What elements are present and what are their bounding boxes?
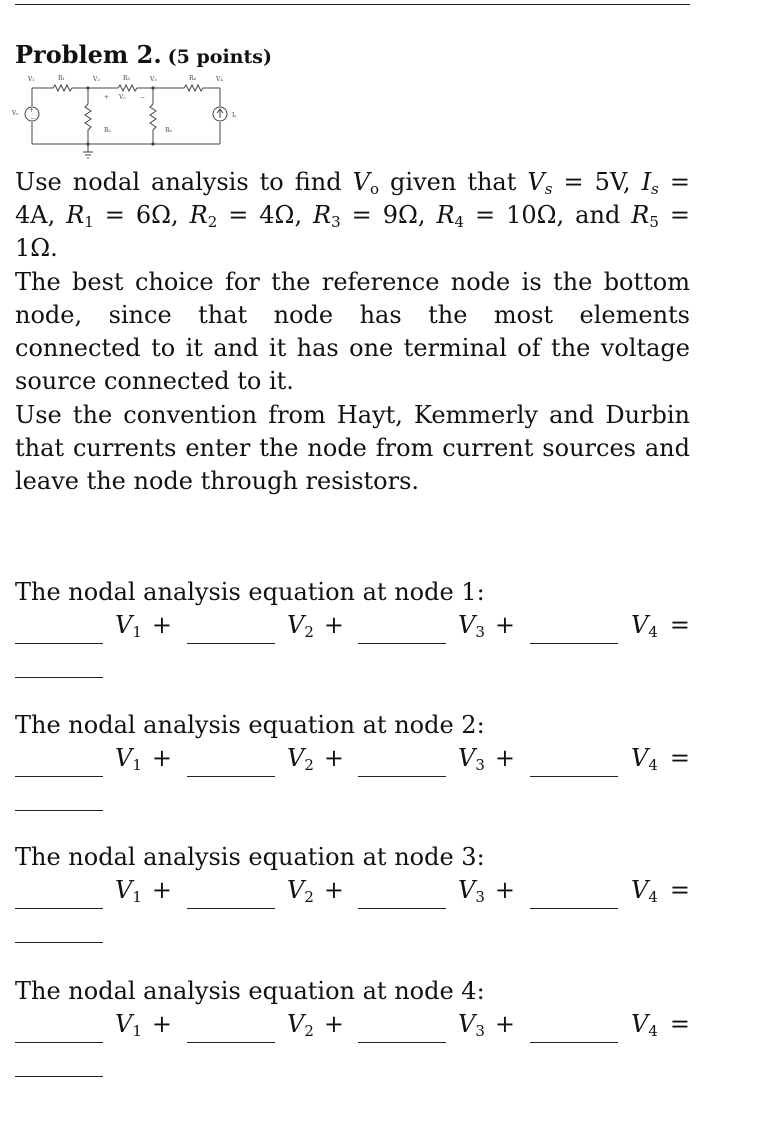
variable-term: $V_4$ = bbox=[631, 611, 690, 641]
variable-term: $V_1$ + bbox=[115, 611, 172, 641]
coefficient-blank[interactable] bbox=[530, 643, 618, 644]
variable-term: $V_2$ + bbox=[287, 876, 344, 906]
givens-given-that: given that bbox=[390, 168, 517, 196]
given-r2: $R_2 = 4\Omega$, bbox=[189, 201, 303, 231]
rhs-blank[interactable] bbox=[15, 810, 103, 811]
label-vs: Vₛ bbox=[12, 110, 19, 117]
node-4-equation-title: The nodal analysis equation at node 4: bbox=[15, 977, 485, 1005]
coefficient-blank[interactable] bbox=[530, 776, 618, 777]
rhs-blank[interactable] bbox=[15, 677, 103, 678]
variable-term: $V_1$ + bbox=[115, 744, 172, 774]
node-3-equation-title: The nodal analysis equation at node 3: bbox=[15, 843, 485, 871]
coefficient-blank[interactable] bbox=[358, 776, 446, 777]
coefficient-blank[interactable] bbox=[15, 643, 103, 644]
node-3-equation-row bbox=[15, 876, 690, 910]
resistor-r2 bbox=[85, 104, 91, 144]
coefficient-blank[interactable] bbox=[15, 1042, 103, 1043]
coefficient-blank[interactable] bbox=[187, 643, 275, 644]
problem-heading bbox=[15, 40, 272, 69]
convention-paragraph: Use the convention from Hayt, Kemmerly and Durbin that currents enter the node from current sources and leave the node through resistors. bbox=[15, 401, 690, 495]
given-r4: $R_4 = 10\Omega$, bbox=[436, 201, 565, 231]
coefficient-blank[interactable] bbox=[187, 908, 275, 909]
problem-points: (5 points) bbox=[167, 46, 272, 68]
coefficient-blank[interactable] bbox=[358, 908, 446, 909]
resistor-r5 bbox=[150, 104, 156, 144]
label-vo: Vₒ bbox=[119, 94, 126, 101]
given-vs: $V_s = 5V$, bbox=[527, 168, 631, 198]
node-label-v2: V₂ bbox=[93, 76, 100, 83]
variable-term: $V_4$ = bbox=[631, 1010, 690, 1040]
coefficient-blank[interactable] bbox=[358, 643, 446, 644]
given-r1: $R_1 = 6\Omega$, bbox=[66, 201, 179, 231]
var-vo: $V_o$ bbox=[352, 168, 380, 198]
label-r3: R₃ bbox=[123, 75, 130, 82]
polarity-minus: − bbox=[140, 94, 146, 101]
variable-term: $V_2$ + bbox=[287, 1010, 344, 1040]
coefficient-blank[interactable] bbox=[530, 1042, 618, 1043]
resistor-r4 bbox=[153, 85, 220, 91]
givens-and: and bbox=[575, 201, 621, 229]
givens-intro: Use nodal analysis to find bbox=[15, 168, 342, 196]
node-label-v3: V₃ bbox=[150, 76, 157, 83]
variable-term: $V_3$ + bbox=[458, 611, 515, 641]
givens-paragraph bbox=[15, 166, 690, 265]
problem-title: Problem 2. bbox=[15, 40, 162, 69]
variable-term: $V_3$ + bbox=[458, 744, 515, 774]
variable-term: $V_4$ = bbox=[631, 744, 690, 774]
variable-term: $V_3$ + bbox=[458, 876, 515, 906]
coefficient-blank[interactable] bbox=[530, 908, 618, 909]
coefficient-blank[interactable] bbox=[358, 1042, 446, 1043]
node-1-equation-title: The nodal analysis equation at node 1: bbox=[15, 578, 485, 606]
variable-term: $V_2$ + bbox=[287, 744, 344, 774]
node-1-equation-row bbox=[15, 611, 690, 645]
node-2-equation-title: The nodal analysis equation at node 2: bbox=[15, 711, 485, 739]
coefficient-blank[interactable] bbox=[187, 776, 275, 777]
node-label-v1: V₁ bbox=[28, 76, 35, 83]
coefficient-blank[interactable] bbox=[187, 1042, 275, 1043]
variable-term: $V_3$ + bbox=[458, 1010, 515, 1040]
source-minus: − bbox=[30, 115, 36, 122]
resistor-r3 bbox=[88, 85, 153, 91]
rhs-blank[interactable] bbox=[15, 1076, 103, 1077]
circuit-diagram bbox=[8, 72, 240, 164]
variable-term: $V_1$ + bbox=[115, 1010, 172, 1040]
variable-term: $V_4$ = bbox=[631, 876, 690, 906]
node-label-v4: V₄ bbox=[216, 76, 223, 83]
given-is: $I_s = 4A$, bbox=[15, 168, 691, 229]
rhs-blank[interactable] bbox=[15, 942, 103, 943]
given-r5: $R_5 = 1\Omega$. bbox=[15, 201, 690, 262]
node-4-equation-row bbox=[15, 1010, 690, 1044]
label-r2: R₂ bbox=[104, 127, 111, 134]
resistor-r1 bbox=[32, 85, 88, 91]
label-r1: R₁ bbox=[58, 75, 65, 82]
polarity-plus: + bbox=[104, 94, 110, 101]
coefficient-blank[interactable] bbox=[15, 908, 103, 909]
top-rule bbox=[15, 4, 690, 5]
label-r4: R₄ bbox=[189, 75, 196, 82]
coefficient-blank[interactable] bbox=[15, 776, 103, 777]
variable-term: $V_1$ + bbox=[115, 876, 172, 906]
variable-term: $V_2$ + bbox=[287, 611, 344, 641]
label-is: Iₛ bbox=[232, 112, 237, 119]
reference-node-paragraph: The best choice for the reference node is the bottom node, since that node has the most elements connected to it and it has one terminal of the voltage source connected to it. bbox=[15, 268, 690, 395]
node-2-equation-row bbox=[15, 744, 690, 778]
given-r3: $R_3 = 9\Omega$, bbox=[313, 201, 426, 231]
label-r5: R₅ bbox=[165, 127, 172, 134]
source-plus: + bbox=[29, 107, 35, 114]
